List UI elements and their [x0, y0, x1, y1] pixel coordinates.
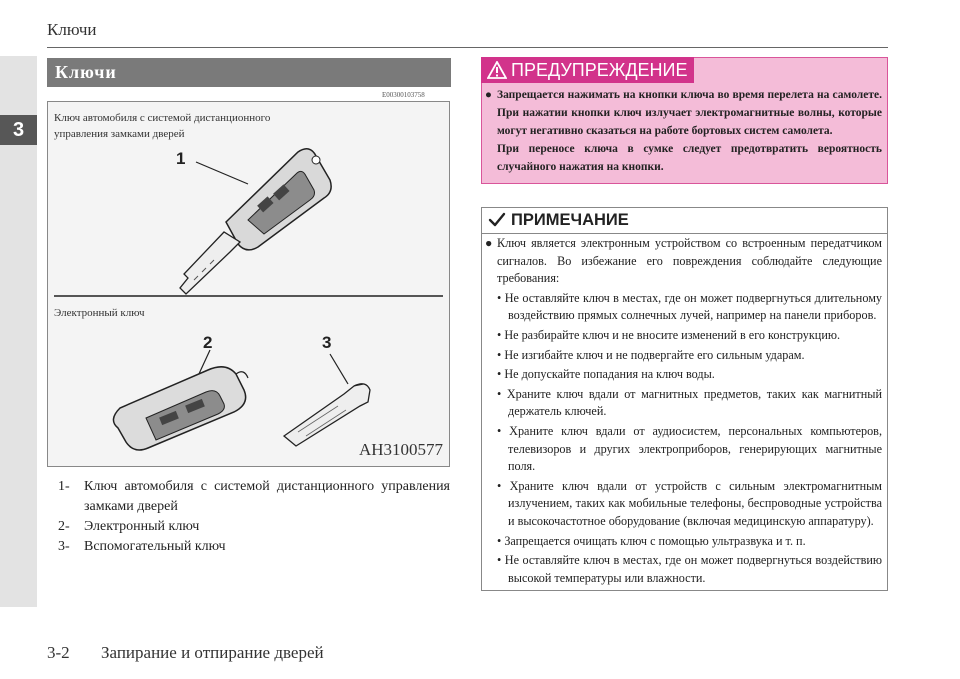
figure-top-label: Ключ автомобиля с системой дистанционного управления замками дверей — [54, 112, 271, 140]
note-title: ПРИМЕЧАНИЕ — [511, 210, 629, 229]
note-item: • Храните ключ вдали от устройств с сильным электромагнитным излучением, таких как мобильные телефоны, беспроводные устройства и высокочастотное оборудование (включая медицинскую аппаратуру). — [497, 478, 882, 528]
legend-text: Вспомогательный ключ — [84, 539, 226, 554]
legend-text: Ключ автомобиля с системой дистанционного управления замками дверей — [84, 479, 450, 514]
callout-3: 3 — [322, 333, 332, 352]
legend-item — [58, 537, 450, 557]
legend-item — [58, 477, 450, 517]
key-figure — [47, 101, 450, 467]
legend-number: 3- — [58, 539, 70, 554]
footer-chapter-title: Запирание и отпирание дверей — [101, 643, 324, 662]
warning-text — [485, 86, 882, 176]
warning-header — [481, 57, 694, 83]
warning-paragraph-1: Запрещается нажимать на кнопки ключа во время перелета на самолете. При нажатии кнопки ключ излучает электромагнитные волны, которые могут негативно сказаться на работе бортовых систем самолета. — [497, 89, 882, 137]
note-body — [485, 235, 882, 587]
warning-paragraph-2: При переносе ключа в сумке следует предотвратить вероятность случайного нажатия на кнопки. — [497, 143, 882, 173]
section-code: E00300103758 — [382, 91, 425, 99]
note-item: • Храните ключ вдали от магнитных предметов, таких как магнитный держатель ключей. — [497, 386, 882, 419]
note-item: • Не оставляйте ключ в местах, где он может подвергнуться воздействию высокой температуры или влажности. — [497, 553, 882, 585]
legend-item — [58, 517, 450, 537]
electronic-fob-drawing — [113, 350, 248, 450]
note-item: • Храните ключ вдали от аудиосистем, персональных компьютеров, телевизоров и других электроприборов, генерирующих магнитные поля. — [497, 423, 882, 474]
header-rule — [47, 47, 888, 48]
callout-2: 2 — [203, 333, 213, 352]
warning-triangle-icon — [487, 61, 507, 79]
note-item: • Не разбирайте ключ и не вносите изменений в его конструкцию. — [497, 327, 840, 342]
note-header — [481, 207, 888, 234]
running-title: Ключи — [47, 20, 97, 39]
remote-key-drawing — [180, 149, 331, 294]
note-item: • Не изгибайте ключ и не подвергайте его сильным ударам. — [497, 347, 805, 362]
note-item: • Запрещается очищать ключ с помощью ультразвука и т. п. — [497, 533, 806, 548]
legend-number: 2- — [58, 519, 70, 534]
page-number: 3-2 — [47, 643, 70, 662]
figure-image-code: AH3100577 — [358, 440, 443, 459]
note-item: • Не оставляйте ключ в местах, где он может подвергнуться длительному воздействию прямых солнечных лучей, например на панели приборов. — [497, 290, 882, 323]
checkmark-icon — [488, 212, 506, 228]
bullet-icon: ● — [485, 236, 493, 250]
emergency-key-drawing — [284, 354, 370, 446]
chapter-tab: 3 — [0, 115, 37, 145]
section-title: Ключи — [47, 58, 451, 87]
note-intro: Ключ является электронным устройством со встроенным передатчиком сигналов. Во избежание его повреждения соблюдайте следующие требования: — [497, 236, 882, 286]
legend-number: 1- — [58, 479, 70, 494]
figure-bottom-label: Электронный ключ — [54, 307, 145, 319]
key-illustration — [48, 102, 449, 466]
note-item: • Не допускайте попадания на ключ воды. — [497, 367, 715, 382]
bullet-icon: ● — [485, 89, 492, 101]
legend-text: Электронный ключ — [84, 519, 200, 534]
figure-legend — [58, 477, 450, 557]
callout-1: 1 — [176, 149, 186, 168]
warning-title: ПРЕДУПРЕЖДЕНИЕ — [511, 59, 688, 80]
